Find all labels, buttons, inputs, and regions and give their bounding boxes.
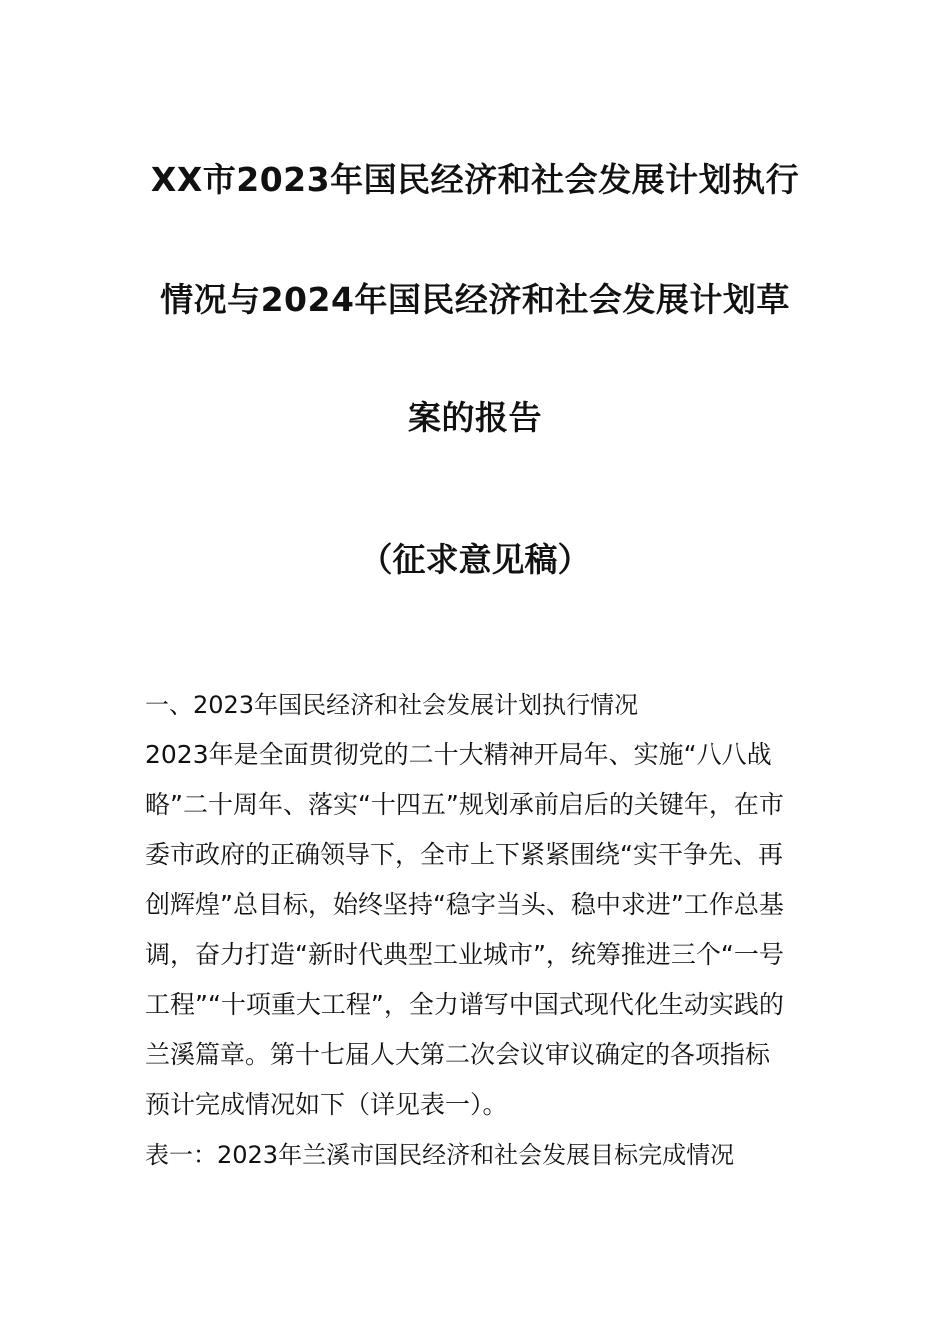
section-heading: 一、2023年国民经济和社会发展计划执行情况 [145,691,639,719]
paragraph-line: 略”二十周年、落实“十四五”规划承前启后的关键年，在市 [145,790,784,819]
document-title-line-1: XX市2023年国民经济和社会发展计划执行 [150,160,800,199]
document-subtitle: （征求意见稿） [359,540,591,579]
table-caption: 表一：2023年兰溪市国民经济和社会发展目标完成情况 [145,1141,735,1169]
paragraph-line: 预计完成情况如下（详见表一）。 [145,1090,508,1119]
document-title-line-2: 情况与2024年国民经济和社会发展计划草 [160,280,790,319]
paragraph-line: 工程”“十项重大工程”，全力谱写中国式现代化生动实践的 [145,990,784,1019]
paragraph-line: 委市政府的正确领导下，全市上下紧紧围绕“实干争先、再 [145,840,783,869]
paragraph-line: 调，奋力打造“新时代典型工业城市”，统筹推进三个“一号 [145,940,784,969]
document-body [145,680,810,1180]
paragraph-line: 兰溪篇章。第十七届人大第二次会议审议确定的各项指标 [145,1040,771,1069]
paragraph-line: 2023年是全面贯彻党的二十大精神开局年、实施“八八战 [145,740,772,769]
paragraph-line: 创辉煌”总目标，始终坚持“稳字当头、稳中求进”工作总基 [145,890,784,919]
document-title-line-3: 案的报告 [408,398,542,437]
